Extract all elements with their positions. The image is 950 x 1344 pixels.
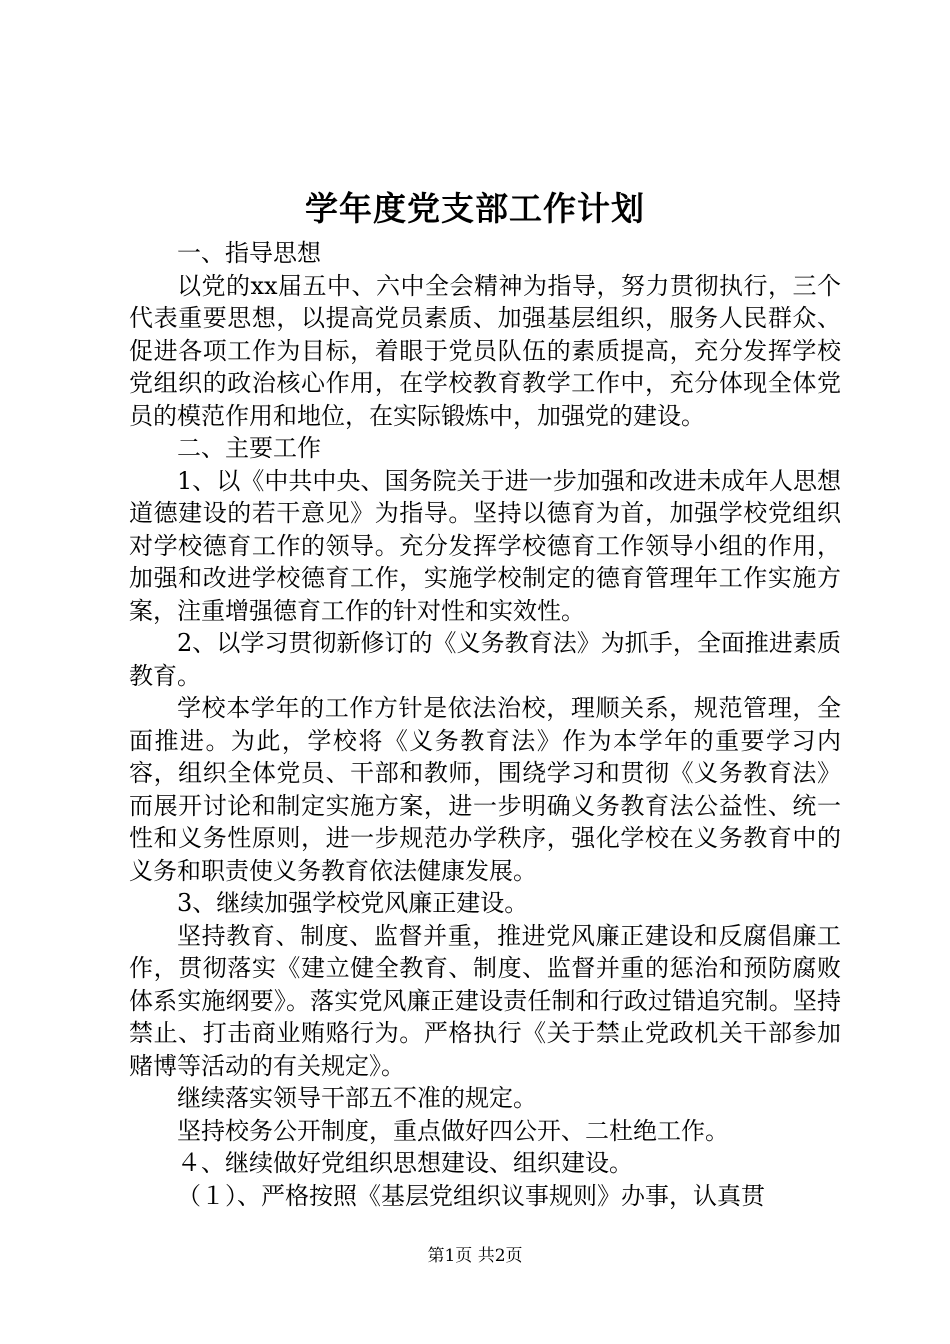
paragraph-item-3-detail: 坚持教育、制度、监督并重，推进党风廉正建设和反腐倡廉工作，贯彻落实《建立健全教育、制度、监督并重的惩治和预防腐败体系实施纲要》。落实党风廉正建设责任制和行政过错追究制。坚持禁止、打击商业贿赂行为。严格执行《关于禁止党政机关干部参加赌博等活动的有关规定》。 bbox=[129, 921, 841, 1080]
section-heading-main-work: 二、主要工作 bbox=[177, 434, 321, 462]
paragraph-item-2: 2、以学习贯彻新修订的《义务教育法》为抓手，全面推进素质教育。 bbox=[129, 629, 841, 690]
paragraph-item-3: 3、继续加强学校党风廉正建设。 bbox=[177, 889, 529, 917]
paragraph-item-4: ４、继续做好党组织思想建设、组织建设。 bbox=[177, 1149, 633, 1177]
paragraph-item-4-sub-1: （１）、严格按照《基层党组织议事规则》办事，认真贯 bbox=[177, 1181, 765, 1210]
page-footer: 第1页 共2页 bbox=[427, 1246, 523, 1266]
paragraph-item-3-leaders: 继续落实领导干部五不准的规定。 bbox=[177, 1084, 537, 1112]
document-title: 学年度党支部工作计划 bbox=[305, 189, 645, 228]
paragraph-item-1: 1、以《中共中央、国务院关于进一步加强和改进未成年人思想道德建设的若干意见》为指导。坚持以德育为首，加强学校党组织对学校德育工作的领导。充分发挥学校德育工作领导小组的作用，加强和改进学校德育工作，实施学校制定的德育管理年工作实施方案，注重增强德育工作的针对性和实效性。 bbox=[129, 466, 841, 625]
paragraph-guiding-thought: 以党的xx届五中、六中全会精神为指导，努力贯彻执行，三个代表重要思想，以提高党员素质、加强基层组织，服务人民群众、促进各项工作为目标，着眼于党员队伍的素质提高，充分发挥学校党组织的政治核心作用，在学校教育教学工作中，充分体现全体党员的模范作用和地位，在实际锻炼中，加强党的建设。 bbox=[129, 271, 841, 430]
paragraph-item-3-openness: 坚持校务公开制度，重点做好四公开、二杜绝工作。 bbox=[177, 1116, 729, 1145]
paragraph-item-2-detail: 学校本学年的工作方针是依法治校，理顺关系，规范管理，全面推进。为此，学校将《义务教育法》作为本学年的重要学习内容，组织全体党员、干部和教师，围绕学习和贯彻《义务教育法》而展开讨论和制定实施方案，进一步明确义务教育法公益性、统一性和义务性原则，进一步规范办学秩序，强化学校在义务教育中的义务和职责使义务教育依法健康发展。 bbox=[129, 694, 841, 885]
document-body bbox=[129, 237, 841, 1212]
section-heading-guiding-thought: 一、指导思想 bbox=[177, 239, 321, 267]
